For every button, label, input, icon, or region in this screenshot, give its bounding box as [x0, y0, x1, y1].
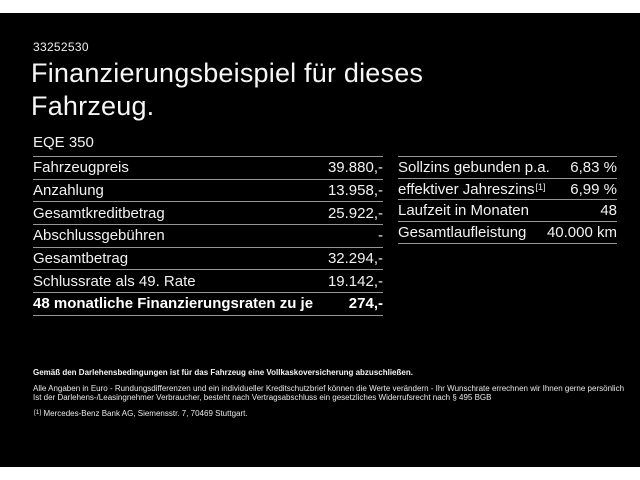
row-value: 6,83 % — [570, 158, 617, 176]
table-row — [33, 247, 383, 270]
row-label: Sollzins gebunden p.a. — [398, 158, 550, 176]
table-row — [33, 269, 383, 292]
row-value: 6,99 % — [570, 180, 617, 198]
table-row — [398, 156, 617, 178]
page-title-line1: Finanzierungsbeispiel für dieses — [31, 58, 424, 88]
page-title-line2: Fahrzeug. — [31, 91, 155, 121]
table-row — [33, 156, 383, 179]
row-label: Abschlussgebühren — [33, 227, 165, 245]
page-title — [31, 57, 423, 123]
row-label: 48 monatliche Finanzierungsraten zu je — [33, 295, 314, 313]
footnote-text: Mercedes-Benz Bank AG, Siemensstr. 7, 70469 Stuttgart. — [43, 409, 248, 418]
table-row — [33, 179, 383, 202]
row-value: 48 — [600, 202, 617, 220]
footnote-marker: [1] — [34, 409, 42, 416]
table-row — [398, 199, 617, 221]
row-label: Schlussrate als 49. Rate — [33, 272, 196, 290]
table-row — [33, 201, 383, 224]
row-label: Fahrzeugpreis — [33, 159, 129, 177]
table-row — [398, 221, 617, 243]
table-row — [33, 224, 383, 247]
row-value: 25.922,- — [327, 204, 383, 222]
conditions-table — [398, 156, 617, 244]
vehicle-model: EQE 350 — [33, 134, 94, 151]
row-label: Gesamtbetrag — [33, 250, 129, 268]
row-label: Laufzeit in Monaten — [398, 202, 529, 220]
row-label: Gesamtkreditbetrag — [33, 204, 165, 222]
row-value: 13.958,- — [327, 182, 383, 200]
row-value: 19.142,- — [327, 272, 383, 290]
row-value: 32.294,- — [327, 250, 383, 268]
financing-table — [33, 156, 383, 316]
footnote — [33, 409, 628, 419]
footer-disclaimer-bold: Gemäß den Darlehensbedingungen ist für das Fahrzeug eine Vollkaskoversicherung abzuschließen. — [33, 368, 413, 377]
footer-disclaimer-line: Alle Angaben in Euro - Rundungsdifferenzen und ein individueller Kreditschutzbrief können die Werte verändern - Ihr Wunschrate errechnen wir Ihnen gerne persönlich — [33, 383, 625, 393]
document-number: 33252530 — [33, 40, 89, 54]
letterbox-bottom — [0, 467, 640, 480]
row-value: - — [378, 227, 383, 245]
table-row-monthly-rate — [33, 292, 383, 315]
row-label: effektiver Jahreszins[1] — [398, 180, 546, 198]
row-value: 39.880,- — [327, 159, 383, 177]
table-row — [398, 178, 617, 200]
row-label: Anzahlung — [33, 182, 104, 200]
footnote-marker: [1] — [535, 181, 546, 192]
row-value: 274,- — [348, 295, 383, 313]
financing-slide — [0, 13, 640, 467]
footer-disclaimer-line: Ist der Darlehens-/Leasingnehmer Verbraucher, besteht nach Vertragsabschluss ein gesetzliches Widerrufsrecht nach § 495 BGB — [33, 392, 492, 402]
letterbox-top — [0, 0, 640, 13]
legal-footer — [33, 369, 628, 419]
row-value: 40.000 km — [546, 223, 617, 241]
row-label: Gesamtlaufleistung — [398, 223, 527, 241]
